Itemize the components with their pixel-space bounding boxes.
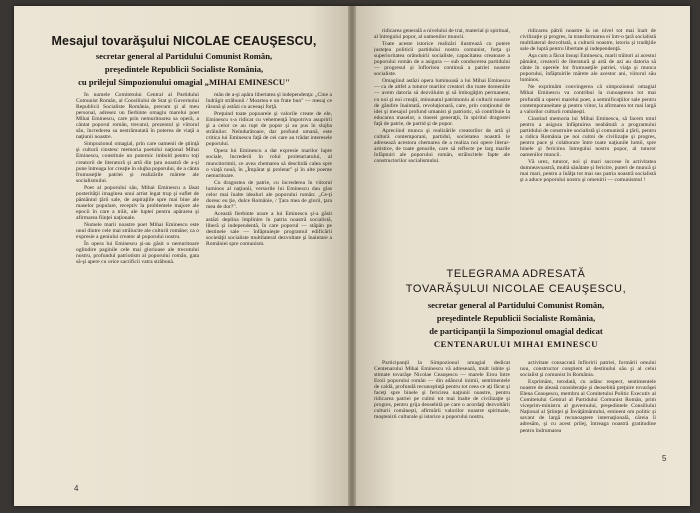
- paragraph: Preţuind toate popoarele şi valorile create de ele, Eminescu s-a ridicat cu vehemenţă împotriva asupririi şi a celor ce au rupt de popor şi au pus în slujba străinilor. Neîndurătoare, dar profund umană, este critica lui Eminescu faţă de cei care au trădat interesele poporului.: [206, 111, 332, 148]
- paragraph: Aşa cum a făcut însuşi Eminescu, marii trăitori ai acestui pământ, creatorii de literatură şi artă de azi au datoria să cânte în operele lor frumuseţile patriei, viaţa şi munca poporului, înfăptuirile mărete ale acestor ani, viitorul său luminos.: [520, 53, 656, 84]
- paragraph: Vă urez, tuturor, noi şi mari succese în activitatea dumneavoastră, multă sănătate şi fericire, puteri de muncă şi mai mari, pentru a înălţa tot mai sus patria noastră socialistă şi a aduce poporului nostru şi omenirii — comunismul !: [520, 158, 656, 184]
- paragraph: Cinstind memoria lui Mihai Eminescu, să facem totul pentru a asigura înfăptuirea neabătută a programului partidului de construire socialistă şi comunistă a ţării, pentru a ridica România pe noi culmi de civilizaţie şi progres, pentru pace şi colaborare între toate naţiunile lumii, spre binele şi fericirea întregului nostru popor, al tuturor oamenilor muncii.: [520, 115, 656, 158]
- telegram-column-1: [374, 360, 510, 472]
- paragraph: Această fierbinte urare a lui Eminescu şi-a găsit astăzi deplina împlinire în patria noastră socialistă, liberă şi independentă, în care poporul — stăpân pe destinele sale — înfăptuieşte programul edificării societăţii socialiste multilateral dezvoltate şi înaintare a României spre comunism.: [206, 210, 332, 248]
- paragraph: Toate aceste istorice realizări ilustrează cu putere justeţea politicii partidului nostru comunist, forţa şi superioritatea orânduirii socialiste, capacitatea creatoare a poporului român de a asigura — sub conducerea partidului — progresul şi înflorirea continuă a patriei noastre socialiste.: [374, 41, 510, 78]
- paragraph: Simpozionul omagial, prin care oamenii de ştiinţă şi cultură cinstesc memoria poetului naţional Mihai Eminescu, constituie un puternic imbold pentru toţi creatorii de literatură şi artă din ţara noastră de a-şi pune întreaga lor creaţie în slujba poporului, de a cânta frumuseţile patriei şi realizările mărete ale socialismului.: [76, 141, 199, 184]
- paragraph: activitate consacrată înfloririi patriei, formării omului nou, constructor conştient al destinului său şi al celui socialist şi comunist în România.: [520, 360, 656, 379]
- telegram-subtitle-4: CENTENARULUI MIHAI EMINESCU: [433, 339, 599, 349]
- subtitle-line-2: preşedintele Republicii Socialiste România,: [104, 64, 264, 74]
- paragraph: Omagiind astăzi opera luminoasă a lui Mihai Eminescu — ca de altfel a tuturor marilor creatori din toate domeniile — avem datoria să dezvăluim şi să îmbogăţim permanent, cu noi şi noi creaţii, minunatul patrimoniu al culturii noastre de gândire înaintată, revoluţionară, care, prin conţinutul de idei şi mesajul profund umanist şi patriotic, să contribuie la educarea maselor, a tinerei generaţii, în spiritul dragostei faţă de patrie, de partid şi de popor.: [374, 78, 510, 127]
- subtitle-line-3: cu prilejul Simpozionului omagial „MIHAI EMINESCU": [78, 77, 290, 87]
- paragraph: Exprimăm, totodată, cu adânc respect, sentimentele noastre de aleasă consideraţie şi deosebită preţuire tovarăşei Elena Ceauşescu, membru al Comitetului Politic Executiv al Comitetului Central al Partidului Comunist Român, prim viceprim-ministru al guvernului, preşedintele Consiliului Naţional al Ştiinţei şi Învăţământului, eminent om politic şi savant de largă recunoaştere internaţională, căreia îi adresăm, şi cu acest prilej, întreaga noastră gratitudine pentru îndrumarea: [520, 379, 656, 434]
- paragraph: Participanţii la Simpozionul omagial dedicat Centenarului Mihai Eminescu vă adresează, mult iubite şi stimate tovarăşe Nicolae Ceauşescu — marele Erou între Eroii poporului român — din adâncul inimii, sentimentele de caldă, profundă recunoştinţă pentru tot ceea ce aţi făcut şi faceţi spre binele şi fericirea naţiunii noastre, pentru ridicarea patriei pe culmi tot mai înalte de civilizaţie şi progres, pentru grija deosebită pe care o acordaţi dezvoltării culturii româneşti, afirmării valorilor noastre spirituale, moştenirii culturale şi istorice a poporului nostru.: [374, 360, 510, 421]
- page-number: 4: [74, 484, 79, 493]
- telegram-subtitle-2: preşedintele Republicii Socialiste România,: [436, 313, 596, 323]
- paragraph: Numele marii noastre poet Mihai Eminescu este unul dintre cele mai strălucite ale culturii române; ca o expresie a geniului creator al poporului nostru.: [76, 221, 199, 241]
- right-page: [356, 6, 690, 506]
- paragraph: Ne exprimăm convingerea că simpozionul omagial Mihai Eminescu va contribui la cunoaşterea tot mai profundă a operei marelui poet, a semnificaţiilor sale pentru contemporaneitate şi pentru viitor, la afirmarea tot mai largă a valorilor culturii româneşti.: [520, 84, 656, 115]
- page-number: 5: [662, 454, 667, 463]
- text-column-left-2: [206, 92, 332, 470]
- paragraph: ridicarea pătrii noastre la un nivel tot mai înalt de civilizaţie şi progres, la transformarea ei într-o ţară socialistă multilateral dezvoltată, a culturii noastre, istoria şi tradiţiile sale de luptă pentru libertate şi independenţă.: [520, 28, 656, 53]
- paragraph: Opera lui Eminescu a dat expresie marilor lupte sociale, încrederii în rolul proletariatului, al muncitorimii, ce avea chemarea să deschidă calea spre o viaţă nouă, în „Împărat şi proletar" şi în alte poeme nemuritoare.: [206, 148, 332, 179]
- left-page: [14, 6, 348, 506]
- telegram-title-line-1: TELEGRAMA ADRESATĂ: [446, 268, 586, 280]
- subtitle-line-1: secretar general al Partidului Comunist Român,: [95, 51, 273, 61]
- text-column-right-1: [374, 28, 510, 246]
- telegram-subtitle-1: secretar general al Partidului Comunist Român,: [427, 300, 605, 310]
- paragraph: Poet al poporului său, Mihai Eminescu a lăsat posterităţii imaginea unui artist legat trup şi suflet de pământul ţării sale, de aspiraţiile spre mai bine ale maselor populare, receptiv la problemele majore ale epocii în care a trăit, ale luptei pentru apărarea şi afirmarea fiinţei naţionale.: [76, 184, 199, 221]
- paragraph: Cu dragostea de patrie, cu încrederea în viitorul luminos al naţiunii, versurile lui Eminescu dau glas celor mai înalte idealuri ale poporului român: „Ce-ţi doresc eu ţie, dulce Românie, / Ţara mea de glorii, ţara mea de dor?".: [206, 179, 332, 210]
- book-spread: [14, 6, 690, 506]
- text-column-left-1: [76, 92, 199, 470]
- telegram-column-2: [520, 360, 656, 472]
- paragraph: ridicarea generală a nivelului de trai, material şi spiritual, al întregului popor, al oamenilor muncii.: [374, 28, 510, 41]
- book-gutter: [348, 6, 356, 506]
- paragraph: Apreciind munca şi realizările creatorilor de artă şi cultură contemporani, partidul, societatea noastră le adresează acestora chemarea de a realiza noi opere literar-artistice, de toate genurile, care să reflecte pe larg marile înfăptuiri ale poporului român, strălucitele fapte ale constructorilor socialismului.: [374, 127, 510, 164]
- page-title: Mesajul tovarăşului NICOLAE CEAUŞESCU,: [51, 34, 317, 48]
- telegram-subtitle-3: de participanţii la Simpozionul omagial dedicat: [429, 326, 603, 336]
- paragraph: mân de a-şi apăra libertatea şi independenţa: „Cine a îndrăgit străbunii / Moartea e un frate bun" — mesaj ce răsună şi astăzi cu aceeaşi forţă.: [206, 92, 332, 111]
- telegram-title-line-2: TOVARĂŞULUI NICOLAE CEAUŞESCU,: [405, 283, 627, 295]
- paragraph: În numele Comitetului Central al Partidului Comunist Român, al Consiliului de Stat şi Guvernului Republicii Socialiste România, precum şi al meu personal, adresez un fierbinte omagiu marelui poet Mihai Eminescu, care prin nemuritoarea sa operă, a cântat poporul român, trecutul, prezentul şi viitorul său, încrederea sa nestrămutată în puterea de viaţă a naţiunii noastre.: [76, 92, 199, 141]
- paragraph: În opera lui Eminescu şi-au găsit o nemuritoare oglindire paginile cele mai glorioase ale trecutului nostru, profundul patriotism al poporului român, gata să-şi apere cu orice sacrificii vatra străbună.: [76, 241, 199, 266]
- text-column-right-2: [520, 28, 656, 246]
